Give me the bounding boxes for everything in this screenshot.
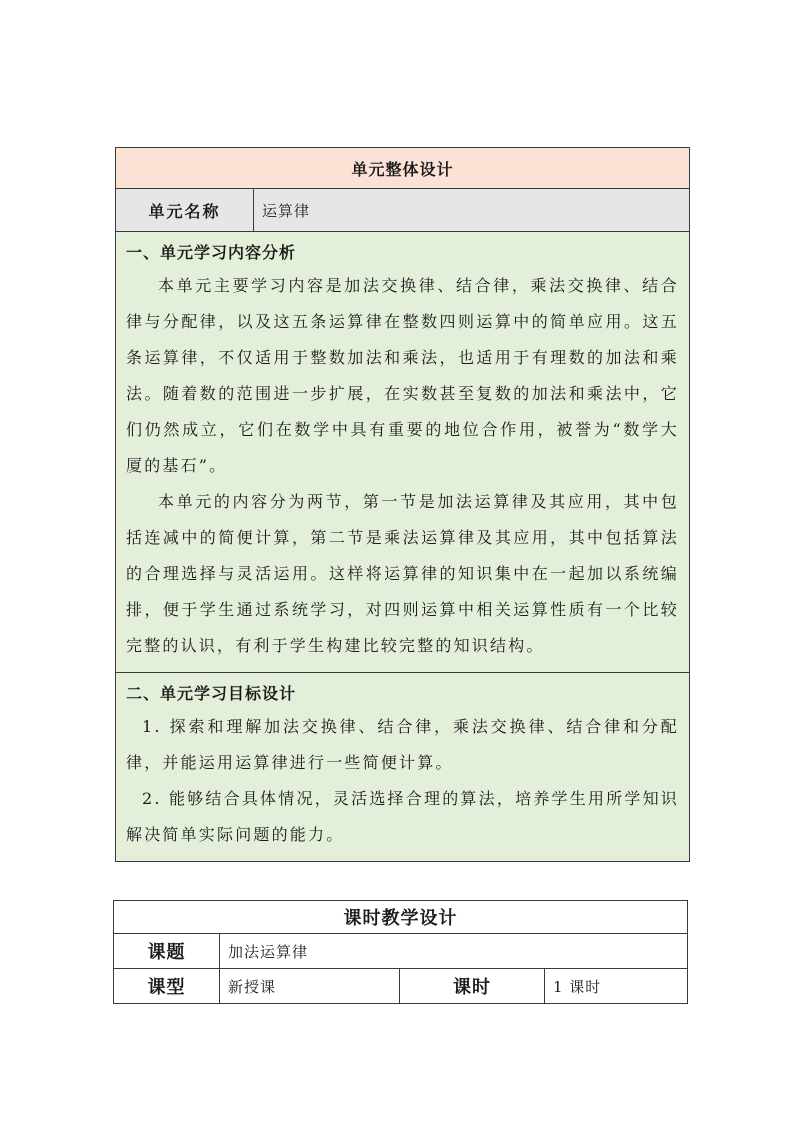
learning-goal-item: 1. 探索和理解加法交换律、结合律，乘法交换律、结合律和分配律，并能运用运算律进行一些简便计算。 [126,717,680,772]
lesson-topic-value: 加法运算律 [220,934,688,969]
content-analysis-section [116,232,689,672]
content-analysis-heading: 一、单元学习内容分析 [126,243,297,262]
lesson-type-label: 课型 [114,969,220,1004]
unit-name-label: 单元名称 [116,189,254,232]
lesson-type-row [114,969,688,1004]
content-analysis-paragraph: 本单元主要学习内容是加法交换律、结合律，乘法交换律、结合律与分配律，以及这五条运算律在整数四则运算中的简单应用。这五条运算律，不仅适用于整数加法和乘法，也适用于有理数的加法和乘法。随着数的范围进一步扩展，在实数甚至复数的加法和乘法中，它们仍然成立，它们在数学中具有重要的地位合作用，被誉为“数学大厦的基石”。 [126,276,680,475]
lesson-topic-label: 课题 [114,934,220,969]
unit-design-table [115,147,690,862]
unit-name-row [116,189,690,232]
content-analysis-cell [116,232,690,673]
content-analysis-paragraph: 本单元的内容分为两节，第一节是加法运算律及其应用，其中包括连减中的简便计算，第二节是乘法运算律及其应用，其中包括算法的合理选择与灵活运用。这样将运算律的知识集中在一起加以系统编排，便于学生通过系统学习，对四则运算中相关运算性质有一个比较完整的认识，有利于学生构建比较完整的知识结构。 [126,492,680,655]
learning-goals-cell [116,673,690,862]
learning-goals-row [116,673,690,862]
lesson-design-title: 课时教学设计 [114,901,688,934]
unit-design-title: 单元整体设计 [116,148,690,189]
lesson-topic-row [114,934,688,969]
lesson-title-row [114,901,688,934]
learning-goal-item: 2. 能够结合具体情况，灵活选择合理的算法，培养学生用所学知识解决简单实际问题的能力。 [126,789,680,844]
learning-goals-heading: 二、单元学习目标设计 [126,684,297,703]
unit-title-row [116,148,690,189]
lesson-type-value: 新授课 [220,969,400,1004]
content-analysis-row [116,232,690,673]
lesson-design-table [113,900,688,1004]
learning-goals-section [116,673,689,861]
unit-name-value: 运算律 [254,189,690,232]
lesson-period-label: 课时 [400,969,545,1004]
lesson-period-value: 1 课时 [545,969,688,1004]
